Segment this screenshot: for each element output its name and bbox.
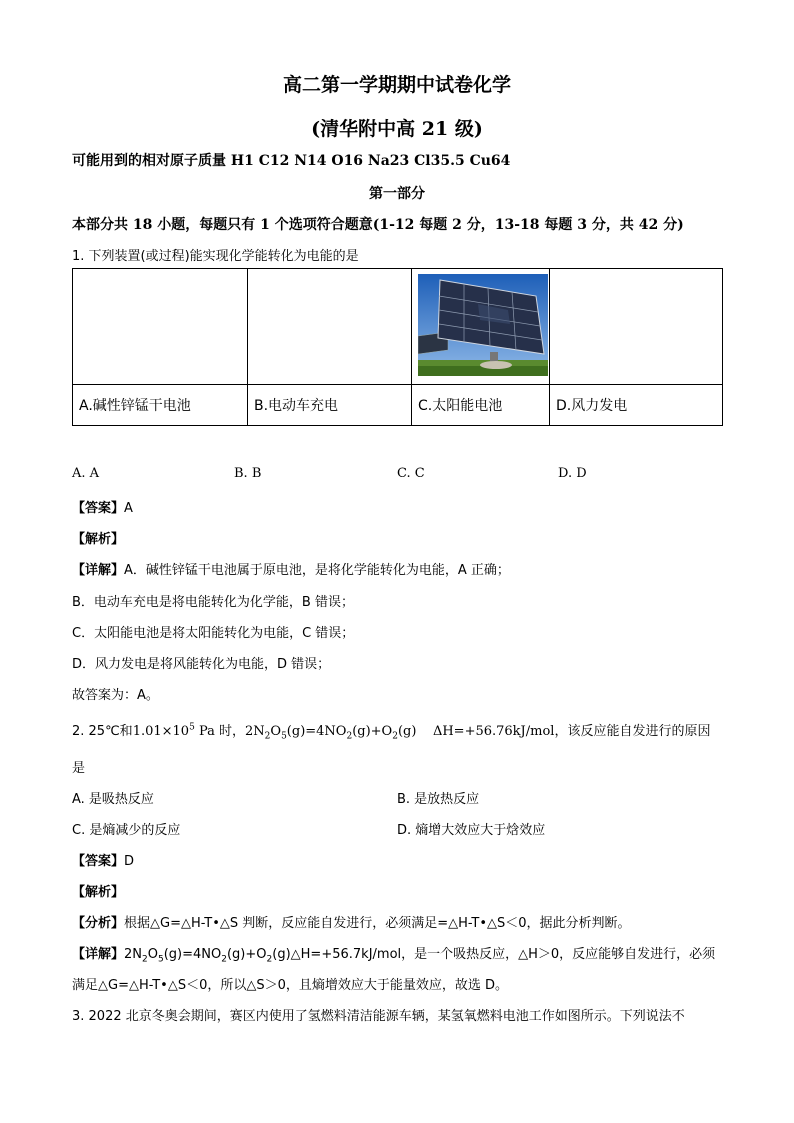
detail-reaction: $2N_2O_5(g)=4NO_2(g)+O_2(g)$ (124, 947, 291, 965)
page-title: 高二第一学期期中试卷化学 (282, 74, 511, 96)
q1-line-d: D．风力发电是将风能转化为电能，D 错误； (72, 657, 331, 672)
q1-option-b: B. B (234, 466, 262, 481)
q1-label-b: B.电动车充电 (248, 385, 412, 426)
q2-option-b: B. 是放热反应 (397, 792, 480, 807)
q2-stem (72, 720, 710, 742)
q1-label-a: A.碱性锌锰干电池 (73, 385, 248, 426)
q2-stem-line2: 是 (72, 761, 86, 776)
q1-answer (72, 497, 133, 516)
page-subtitle: (清华附中高 21 级) (311, 118, 483, 140)
fenxi-text: 根据△G=△H-T•△S 判断，反应能自发进行，必须满足=△H-T•△S＜0，据此分析判断。 (124, 916, 631, 931)
q2-option-a: A. 是吸热反应 (72, 792, 154, 807)
q2-number: 2. 25℃和 (72, 724, 133, 739)
answer-value: D (124, 854, 135, 869)
q2-detail-line2: 满足△G=△H-T•△S＜0，所以△S＞0，且熵增效应大于能量效应，故选 D。 (72, 978, 509, 993)
q1-stem: 1. 下列装置(或过程)能实现化学能转化为电能的是 (72, 249, 359, 264)
q2-detail (72, 943, 715, 965)
q2-fenxi (72, 912, 631, 931)
q1-detail (72, 559, 510, 578)
detail-text: △H=+56.7kJ/mol，是一个吸热反应，△H＞0，反应能够自发进行，必须 (290, 947, 716, 962)
answer-tag: 【答案】 (72, 854, 125, 869)
q1-cell-image-b (248, 269, 412, 385)
q2-pressure (133, 724, 245, 739)
atomic-masses: 可能用到的相对原子质量 H1 C12 N14 O16 Na23 Cl35.5 Cu64 (72, 153, 511, 169)
answer-value: A (124, 501, 133, 516)
q1-option-c: C. C (397, 466, 425, 481)
q2-option-c: C. 是熵减少的反应 (72, 823, 181, 838)
q1-cell-image-c (412, 269, 550, 385)
q1-conclusion: 故答案为：A。 (72, 688, 159, 703)
q3-stem: 3. 2022 北京冬奥会期间，赛区内使用了氢燃料清洁能源车辆，某氢氧燃料电池工作如图所示。下列说法不 (72, 1009, 685, 1024)
q2-reaction: $2N_2O_5(g)=4NO_2(g)+O_2(g)$ ΔH=+56.76kJ/mol (245, 724, 555, 742)
q1-cell-image-d (550, 269, 723, 385)
q1-label-d: D.风力发电 (550, 385, 723, 426)
fenxi-tag: 【分析】 (72, 916, 125, 931)
q1-options-table (72, 268, 723, 426)
pressure-exp: 5 (189, 722, 195, 733)
pressure-unit: Pa 时， (194, 724, 245, 739)
q1-label-c: C.太阳能电池 (412, 385, 550, 426)
answer-tag: 【答案】 (72, 501, 125, 516)
q1-cell-image-a (73, 269, 248, 385)
q1-line-c: C．太阳能电池是将太阳能转化为电能，C 错误； (72, 626, 355, 641)
q1-option-a: A. A (72, 466, 100, 481)
detail-tag: 【详解】 (72, 947, 125, 962)
q2-analysis-tag: 【解析】 (72, 885, 125, 900)
q2-answer (72, 850, 134, 869)
detail-tag: 【详解】 (72, 563, 125, 578)
q2-option-d: D. 熵增大效应大于焓效应 (397, 823, 546, 838)
pressure-coef: 1.01×10 (132, 724, 190, 739)
q1-line-b: B．电动车充电是将电能转化为化学能，B 错误； (72, 595, 354, 610)
section-instructions: 本部分共 18 小题，每题只有 1 个选项符合题意(1-12 每题 2 分，13-18 每题 3 分，共 42 分) (72, 217, 684, 233)
q1-analysis-tag: 【解析】 (72, 532, 125, 547)
q1-option-d: D. D (558, 466, 587, 481)
solar-panel-image (418, 274, 548, 376)
part-heading: 第一部分 (369, 186, 425, 202)
q2-stem-suffix: ，该反应能自发进行的原因 (554, 724, 711, 739)
detail-text: A．碱性锌锰干电池属于原电池，是将化学能转化为电能，A 正确； (124, 563, 510, 578)
